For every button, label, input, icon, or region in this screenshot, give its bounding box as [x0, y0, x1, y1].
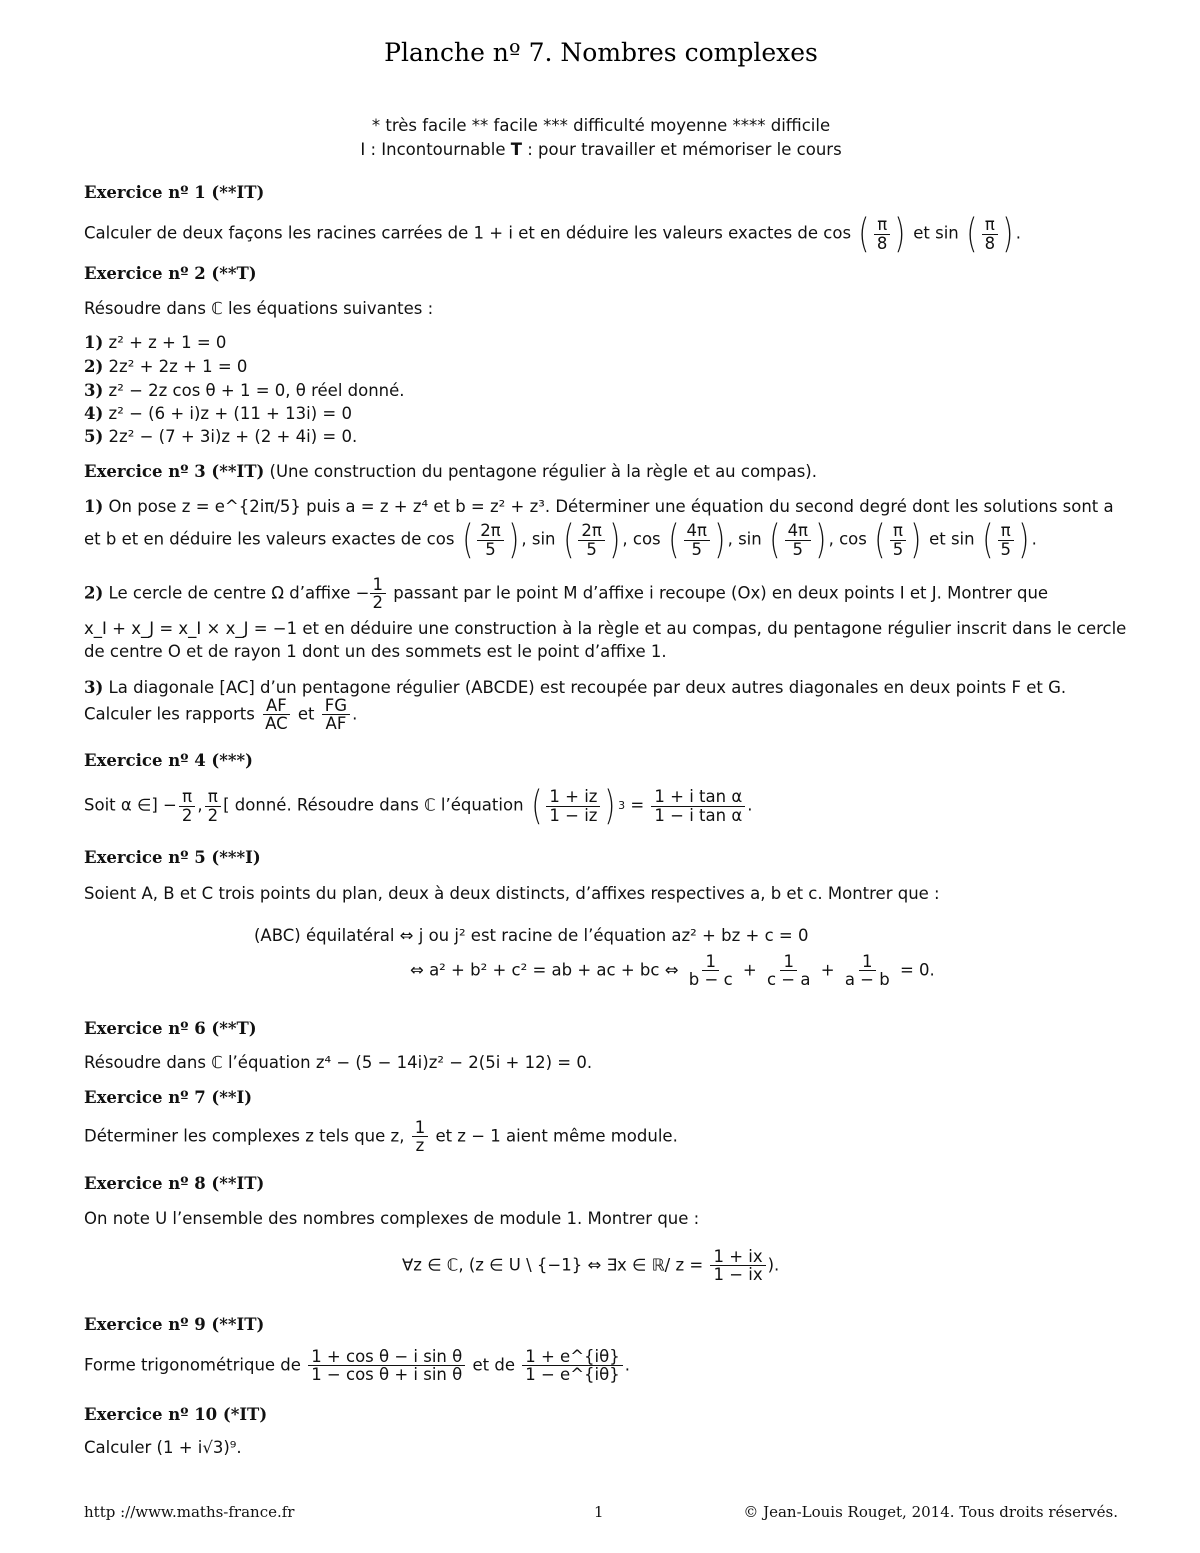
sin-pi-over-8: ( $\frac{\pi}{8}$ )	[966, 211, 1014, 257]
legend-line-2: I : Incontournable T : pour travailler et mémoriser le cours	[360, 140, 842, 159]
exercise-2-item: 2) 2z² + 2z + 1 = 0	[84, 357, 248, 376]
exercise-6-heading: Exercice nº 6 (**T)	[84, 1019, 257, 1038]
exercise-2-heading: Exercice nº 2 (**T)	[84, 264, 257, 283]
exercise-5-equivalence-1: (ABC) équilatéral ⇔ j ou j² est racine de l’équation az² + bz + c = 0	[254, 926, 809, 945]
exercise-2-item: 5) 2z² − (7 + 3i)z + (2 + 4i) = 0.	[84, 427, 358, 446]
exercise-3-q2-line3: de centre O et de rayon 1 dont un des sommets est le point d’affixe 1.	[84, 642, 667, 661]
exercise-8-formula: ∀z ∈ ℂ, (z ∈ U \ {−1} ⇔ ∃x ∈ ℝ/ z = $\frac{1 + ix}{1 - ix}$ ).	[402, 1247, 780, 1285]
exercise-5-equivalence-2: ⇔ a² + b² + c² = ab + ac + bc ⇔ $\frac{1}{b - c}$ + $\frac{1}{c - a}$ + $\frac{1}{a - b}$ = 0.	[410, 952, 935, 990]
exercise-7-text: Déterminer les complexes z tels que z, $\frac{1}{z}$ et z − 1 aient même module.	[84, 1118, 678, 1156]
exercise-3-q2-line2: x_I + x_J = x_I × x_J = −1 et en déduire une construction à la règle et au compas, du pentagone régulier inscrit dans le cercle	[84, 619, 1127, 638]
exercise-3-q3-line1: 3) La diagonale [AC] d’un pentagone régulier (ABCDE) est recoupée par deux autres diagonales en deux points F et G.	[84, 678, 1067, 697]
footer-copyright: © Jean-Louis Rouget, 2014. Tous droits réservés.	[743, 1503, 1118, 1521]
exercise-8-intro: On note U l’ensemble des nombres complexes de module 1. Montrer que :	[84, 1209, 700, 1228]
page-title: Planche nº 7. Nombres complexes	[384, 38, 818, 67]
exercise-8-heading: Exercice nº 8 (**IT)	[84, 1174, 265, 1193]
exercise-3-q3-line2: Calculer les rapports $\frac{AF}{AC}$ et $\frac{FG}{AF}$ .	[84, 696, 358, 734]
exercise-2-item: 1) z² + z + 1 = 0	[84, 333, 227, 352]
exercise-2-item: 3) z² − 2z cos θ + 1 = 0, θ réel donné.	[84, 381, 405, 400]
exercise-1-text: Calculer de deux façons les racines carrées de 1 + i et en déduire les valeurs exactes de cos ( $\frac{\pi}{8}$ ) et sin ( $\frac{\pi}{8}$ ) .	[84, 211, 1021, 257]
exercise-10-text: Calculer (1 + i√3)⁹.	[84, 1438, 242, 1457]
exercise-5-intro: Soient A, B et C trois points du plan, deux à deux distincts, d’affixes respectives a, b et c. Montrer que :	[84, 884, 940, 903]
cos-pi-over-8: ( $\frac{\pi}{8}$ )	[858, 211, 906, 257]
exercise-10-heading: Exercice nº 10 (*IT)	[84, 1405, 268, 1424]
exercise-9-heading: Exercice nº 9 (**IT)	[84, 1315, 265, 1334]
exercise-3-q1-line2: et b et en déduire les valeurs exactes de cos ( $\frac{2\pi}{5}$ ) , sin ( $\frac{2\pi}{5}$ ) , cos ( $\frac{4\pi}{5}$ ) , sin ( $\frac{4\pi}{5}$ ) , cos ( $\frac{\pi}{5}$ ) et sin ( $\frac{\pi}{5}$ ) .	[84, 517, 1037, 563]
difficulty-legend: * très facile ** facile *** difficulté moyenne **** difficile	[371, 116, 831, 135]
exercise-2-item: 4) z² − (6 + i)z + (11 + 13i) = 0	[84, 404, 352, 423]
exercise-7-heading: Exercice nº 7 (**I)	[84, 1088, 253, 1107]
exercise-6-text: Résoudre dans ℂ l’équation z⁴ − (5 − 14i)z² − 2(5i + 12) = 0.	[84, 1053, 593, 1072]
exercise-1-heading: Exercice nº 1 (**IT)	[84, 183, 265, 202]
exercise-3-q2-line1: 2) Le cercle de centre Ω d’affixe − $\frac{1}{2}$ passant par le point M d’affixe i recoupe (Ox) en deux points I et J. Montrer que	[84, 575, 1049, 613]
exercise-4-text: Soit α ∈] − $\frac{\pi}{2}$ , $\frac{\pi}{2}$ [ donné. Résoudre dans ℂ l’équation ( $\frac{1 + iz}{1 - iz}$ ) 3 = $\frac{\text{1 + i tan α}}{\text{1 − i tan α}}$ .	[84, 783, 753, 829]
exercise-3-q1-line1: 1) On pose z = e^{2iπ/5} puis a = z + z⁴ et b = z² + z³. Déterminer une équation du second degré dont les solutions sont a	[84, 497, 1114, 516]
document-page	[84, 0, 1127, 1553]
exercise-9-text: Forme trigonométrique de $\frac{\text{1 + cos θ − i sin θ}}{\text{1 − cos θ + i sin θ}}$ et de $\frac{1 + e\^{}\{i\theta\}}{1 - e\^{}\{i\theta\}}$ .	[84, 1347, 630, 1385]
exercise-3-heading: Exercice nº 3 (**IT) (Une construction du pentagone régulier à la règle et au compas).	[84, 462, 817, 481]
exercise-2-intro: Résoudre dans ℂ les équations suivantes :	[84, 299, 434, 318]
exercise-5-heading: Exercice nº 5 (***I)	[84, 848, 261, 867]
footer-url: http ://www.maths-france.fr	[84, 1503, 295, 1521]
exercise-4-heading: Exercice nº 4 (***)	[84, 751, 253, 770]
footer-page-number: 1	[594, 1503, 604, 1521]
